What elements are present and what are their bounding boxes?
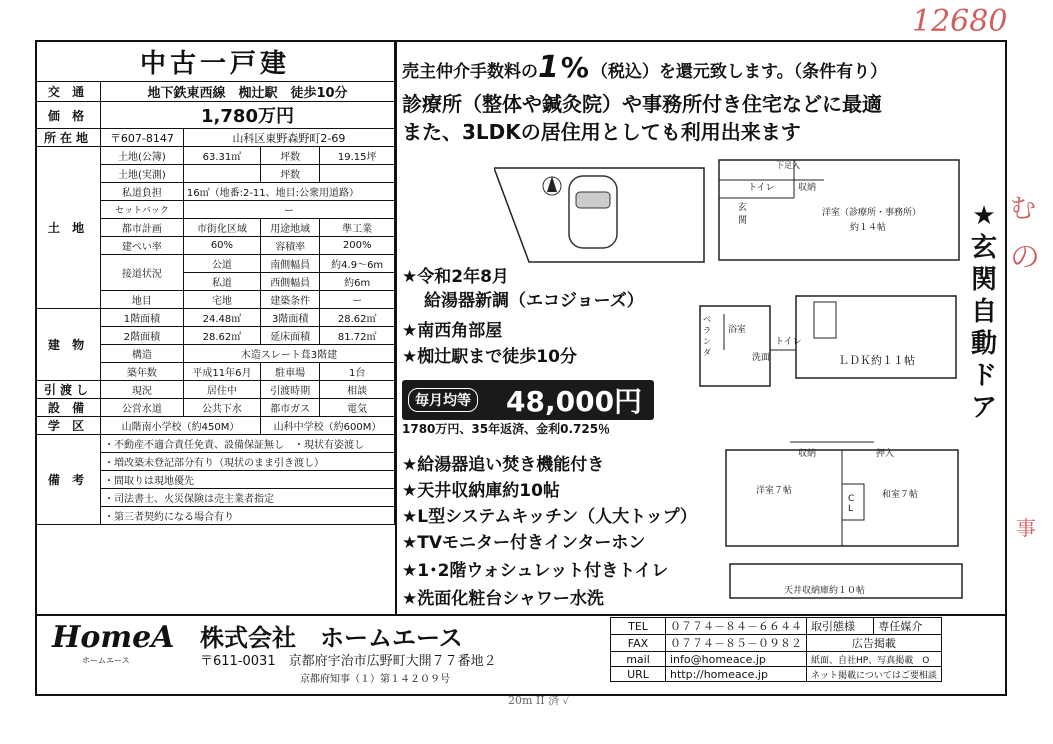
tsubo-value: 19.15坪: [320, 147, 395, 165]
commission-number: 1: [538, 50, 559, 85]
url-label: URL: [611, 667, 666, 682]
column-divider: [395, 40, 397, 614]
total-floor-label: 延床面積: [261, 327, 320, 345]
elementary-school: 山階南小学校（約450M）: [101, 417, 261, 435]
first-floor-size: 約１４帖: [850, 223, 887, 233]
ldk-label: ＬＤＫ約１１帖: [838, 354, 915, 367]
land-registry-area: 63.31㎡: [183, 147, 260, 165]
handwritten-mark-c: 事: [1016, 516, 1036, 540]
north-arrow-icon: [543, 176, 561, 195]
attic-label: 天井収納庫約１０帖: [784, 586, 866, 596]
headline-commission: [402, 50, 887, 85]
coverage-label: 建ぺい率: [101, 237, 184, 255]
company-name: 株式会社 ホームエース: [200, 624, 463, 652]
parking-label: 駐車場: [261, 363, 320, 381]
road-label: 接道状況: [101, 255, 184, 291]
attic-plan: [728, 562, 964, 602]
handwritten-mark-a: む: [1010, 194, 1037, 224]
built-value: 平成11年6月: [183, 363, 260, 381]
handover-time: 相談: [320, 381, 395, 399]
storage-label: 収納: [798, 183, 817, 193]
remark-item: ・間取りは現地優先: [101, 471, 395, 489]
handover-label: 引渡し: [36, 381, 101, 399]
company-address: 〒611-0031 京都府宇治市広野町大開７７番地２: [200, 654, 497, 669]
logo-subtitle: ホームエース: [82, 656, 130, 665]
address-value: 山科区東野森野町2-69: [183, 129, 394, 147]
oshiire-label: 押入: [876, 449, 895, 459]
remark-item: ・司法書士、火災保険は売主業者指定: [101, 489, 395, 507]
price-value: 1,780万円: [101, 102, 395, 129]
fax-label: FAX: [611, 635, 666, 652]
feature-auto-door: ★玄関自動ドア: [970, 201, 997, 423]
floor3-label: 3階面積: [261, 309, 320, 327]
tsubo-label-2: 坪数: [261, 165, 320, 183]
company-logo: [52, 620, 175, 672]
commission-note: （税込）を還元致します。（条件有り）: [590, 62, 888, 82]
property-type-title: 中古一戸建: [36, 41, 395, 82]
facility-water: 公営水道: [101, 399, 184, 417]
land-registry-label: 土地(公簿): [101, 147, 184, 165]
facility-label: 設 備: [36, 399, 101, 417]
road-private: 私道: [183, 273, 260, 291]
structure-value: 木造スレート葺3階建: [183, 345, 394, 363]
remark-item: ・第三者契約になる場合有り: [101, 507, 395, 525]
total-floor-area: 81.72㎡: [320, 327, 395, 345]
floor3-area: 28.62㎡: [320, 309, 395, 327]
feature-water-heater: 給湯器新調（エコジョーズ）: [424, 291, 644, 311]
city-plan-value: 市街化区域: [183, 219, 260, 237]
footer-divider: [35, 614, 1005, 616]
entrance-label: 玄関: [738, 203, 748, 226]
commission-text: 売主仲介手数料の: [402, 62, 538, 82]
road-public: 公道: [183, 255, 260, 273]
facility-sewer: 公共下水: [183, 399, 260, 417]
handover-status: 居住中: [183, 381, 260, 399]
bath-label: 浴室: [728, 325, 747, 335]
city-plan-label: 都市計画: [101, 219, 184, 237]
far-label: 容積率: [261, 237, 320, 255]
access-value: 地下鉄東西線 椥辻駅 徒歩10分: [101, 82, 395, 102]
handwritten-footnote: 20m II 済 ✓: [508, 694, 570, 707]
headline-residential: また、3LDKの居住用としても利用出来ます: [402, 120, 801, 144]
loan-label: 毎月均等: [408, 388, 478, 412]
feature-corner-room: ★南西角部屋: [402, 321, 503, 341]
feature-item: ★天井収納庫約10帖: [402, 481, 560, 501]
feature-item: ★洗面化粧台シャワー水洗: [402, 589, 604, 609]
land-measured-area: [183, 165, 260, 183]
junior-high-school: 山科中学校（約600M）: [261, 417, 395, 435]
car-icon: [569, 176, 617, 248]
commission-percent: %: [560, 51, 589, 84]
western-room-label: 洋室７帖: [756, 486, 793, 496]
building-condition-label: 建築条件: [261, 291, 320, 309]
private-road-value: 16㎡（地番:2-11、地目:公衆用道路）: [183, 183, 394, 201]
floor1-label: 1階面積: [101, 309, 184, 327]
ad-label: 広告掲載: [807, 635, 942, 652]
storage3-label: 収納: [798, 449, 817, 459]
loan-note: 1780万円、35年返済、金利0.725％: [402, 422, 611, 436]
second-floor-plan: [696, 294, 968, 394]
handwritten-number: 12680: [912, 4, 1008, 39]
feature-station: ★椥辻駅まで徒歩10分: [402, 347, 577, 367]
url-value[interactable]: http://homeace.jp: [666, 667, 807, 682]
address-label: 所在地: [36, 129, 101, 147]
mail-label: mail: [611, 652, 666, 667]
setback-value: ー: [183, 201, 394, 219]
handwritten-mark-b: の: [1010, 240, 1040, 275]
land-label: 土 地: [36, 147, 101, 309]
remark-item: ・増改築未登記部分有り（現状のまま引き渡し）: [101, 453, 395, 471]
zoning-value: 準工業: [320, 219, 395, 237]
facility-gas: 都市ガス: [261, 399, 320, 417]
handover-time-label: 引渡時期: [261, 381, 320, 399]
company-license: 京都府知事（１）第１４２０９号: [300, 674, 450, 685]
postal-code: 〒607-8147: [101, 129, 184, 147]
toilet-label: トイレ: [748, 183, 775, 193]
zoning-label: 用途地域: [261, 219, 320, 237]
feature-item: ★給湯器追い焚き機能付き: [402, 455, 605, 475]
contact-table: [610, 617, 942, 682]
floor2-label: 2階面積: [101, 327, 184, 345]
deal-value: 専任媒介: [874, 618, 941, 635]
private-road-label: 私道負担: [101, 183, 184, 201]
structure-label: 構造: [101, 345, 184, 363]
fax-value: ０７７４－８５－０９８２: [666, 635, 807, 652]
floor1-area: 24.48㎡: [183, 309, 260, 327]
veranda-label: ベランダ: [703, 315, 711, 357]
feature-item: ★1･2階ウォシュレット付きトイレ: [402, 561, 669, 581]
far-value: 200%: [320, 237, 395, 255]
tsubo-label: 坪数: [261, 147, 320, 165]
wash-label: 洗面: [752, 353, 771, 363]
tel-value[interactable]: ０７７４－８４－６６４４: [666, 618, 807, 635]
feature-item: ★TVモニター付きインターホン: [402, 533, 646, 553]
ad-value: 紙面、自社HP、写真掲載 O: [807, 652, 942, 667]
property-spec-table: [35, 40, 395, 525]
shoebox-label: 下足入: [776, 161, 800, 170]
remark-item: ・不動産不適合責任免責、設備保証無し ・現状有姿渡し: [101, 435, 395, 453]
remarks-label: 備 考: [36, 435, 101, 525]
mail-value[interactable]: info@homeace.jp: [666, 652, 807, 667]
price-label: 価 格: [36, 102, 101, 129]
parking-value: 1台: [320, 363, 395, 381]
coverage-value: 60%: [183, 237, 260, 255]
access-label: 交 通: [36, 82, 101, 102]
feature-water-heater-date: ★令和2年8月: [402, 267, 509, 287]
school-label: 学 区: [36, 417, 101, 435]
deal-label: 取引態様: [807, 618, 874, 635]
loan-amount: 48,000円: [506, 385, 643, 418]
land-category-value: 宅地: [183, 291, 260, 309]
tel-label: TEL: [611, 618, 666, 635]
logo-text: HomeA: [52, 620, 175, 655]
first-floor-room: 洋室（診療所・事務所）: [822, 208, 922, 218]
feature-item: ★L型システムキッチン（人大トップ）: [402, 507, 697, 527]
building-label: 建 物: [36, 309, 101, 381]
net-note: ネット掲載についてはご要相談: [807, 667, 942, 682]
handover-status-label: 現況: [101, 381, 184, 399]
facility-electric: 電気: [320, 399, 395, 417]
tsubo-value-2: [320, 165, 395, 183]
cl-label: C L: [848, 494, 855, 514]
toilet2-label: トイレ: [775, 337, 802, 347]
setback-label: セットバック: [101, 201, 184, 219]
japanese-room-label: 和室７帖: [882, 490, 919, 500]
road-west-label: 西側幅員: [261, 273, 320, 291]
land-category-label: 地目: [101, 291, 184, 309]
road-south-label: 南側幅員: [261, 255, 320, 273]
land-measured-label: 土地(実測): [101, 165, 184, 183]
headline-use: 診療所（整体や鍼灸院）や事務所付き住宅などに最適: [402, 92, 882, 116]
built-label: 築年数: [101, 363, 184, 381]
building-condition-value: ー: [320, 291, 395, 309]
road-south-width: 約4.9～6m: [320, 255, 395, 273]
floor2-area: 28.62㎡: [183, 327, 260, 345]
road-west-width: 約6m: [320, 273, 395, 291]
